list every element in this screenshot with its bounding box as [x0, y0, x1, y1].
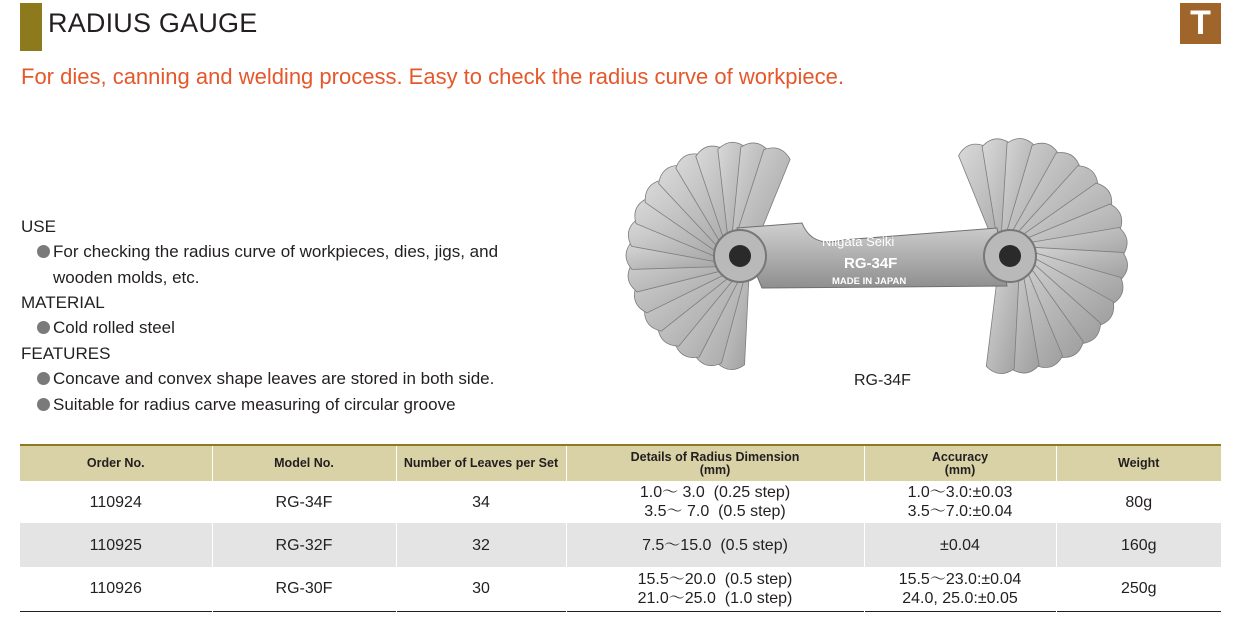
model-stamp: RG-34F	[844, 255, 898, 272]
page-subtitle: For dies, canning and welding process. Easy to check the radius curve of workpiece.	[21, 64, 844, 89]
features-item	[37, 366, 494, 392]
table-header-row	[20, 445, 1221, 481]
use-item	[37, 239, 498, 291]
bullet-icon	[37, 398, 50, 411]
cell-leaves: 34	[396, 481, 566, 523]
cell-accuracy: 15.5～23.0:±0.04 24.0, 25.0:±0.05	[864, 567, 1056, 611]
col-order-no: Order No.	[20, 445, 212, 481]
table-row	[20, 523, 1221, 567]
cell-radius-details: 1.0～ 3.0 (0.25 step) 3.5～ 7.0 (0.5 step)	[566, 481, 864, 523]
cell-radius-details: 7.5～15.0 (0.5 step)	[566, 523, 864, 567]
features-heading: FEATURES	[21, 344, 111, 363]
col-radius-details: Details of Radius Dimension (mm)	[566, 445, 864, 481]
cell-accuracy: ±0.04	[864, 523, 1056, 567]
cell-order-no: 110924	[89, 493, 142, 511]
cell-radius-details: 15.5～20.0 (0.5 step) 21.0～25.0 (1.0 step)	[566, 567, 864, 611]
cell-model-no: RG-30F	[212, 567, 396, 611]
features-item-text: Suitable for radius carve measuring of circular groove	[53, 395, 456, 414]
cell-weight: 250g	[1056, 567, 1221, 611]
features-item-text: Concave and convex shape leaves are stored in both side.	[53, 369, 495, 388]
material-item-text: Cold rolled steel	[53, 318, 175, 337]
use-heading: USE	[21, 217, 56, 236]
photo-caption: RG-34F	[854, 372, 911, 389]
spec-table	[20, 444, 1221, 612]
cell-weight: 160g	[1056, 523, 1221, 567]
right-pivot-screw	[999, 245, 1021, 267]
cell-order-no: 110925	[20, 523, 212, 567]
radius-gauge-photo	[612, 128, 1152, 388]
cell-weight: 80g	[1056, 481, 1221, 523]
made-in-stamp: MADE IN JAPAN	[832, 276, 907, 287]
cell-model-no: RG-34F	[212, 481, 396, 523]
col-weight: Weight	[1056, 445, 1221, 481]
col-model-no: Model No.	[212, 445, 396, 481]
bullet-icon	[37, 245, 50, 258]
material-item	[37, 315, 175, 341]
col-accuracy: Accuracy (mm)	[864, 445, 1056, 481]
table-row	[20, 567, 1221, 611]
material-heading: MATERIAL	[21, 293, 105, 312]
brand-stamp: Niigata Seiki	[822, 234, 895, 249]
cell-leaves: 30	[396, 567, 566, 611]
table-row	[20, 481, 1221, 523]
left-pivot-screw	[729, 245, 751, 267]
bullet-icon	[37, 372, 50, 385]
cell-model-no: RG-32F	[212, 523, 396, 567]
features-item	[37, 392, 456, 418]
title-accent-bar	[20, 3, 42, 51]
use-item-text: For checking the radius curve of workpieces, dies, jigs, and	[53, 242, 499, 261]
use-item-text-continued: wooden molds, etc.	[53, 268, 200, 287]
cell-order-no: 110926	[89, 580, 142, 598]
page-title: RADIUS GAUGE	[48, 8, 258, 38]
bullet-icon	[37, 321, 50, 334]
col-leaves: Number of Leaves per Set	[396, 445, 566, 481]
cell-leaves: 32	[396, 523, 566, 567]
cell-accuracy: 1.0～3.0:±0.03 3.5～7.0:±0.04	[864, 481, 1056, 523]
category-badge: T	[1180, 3, 1221, 44]
